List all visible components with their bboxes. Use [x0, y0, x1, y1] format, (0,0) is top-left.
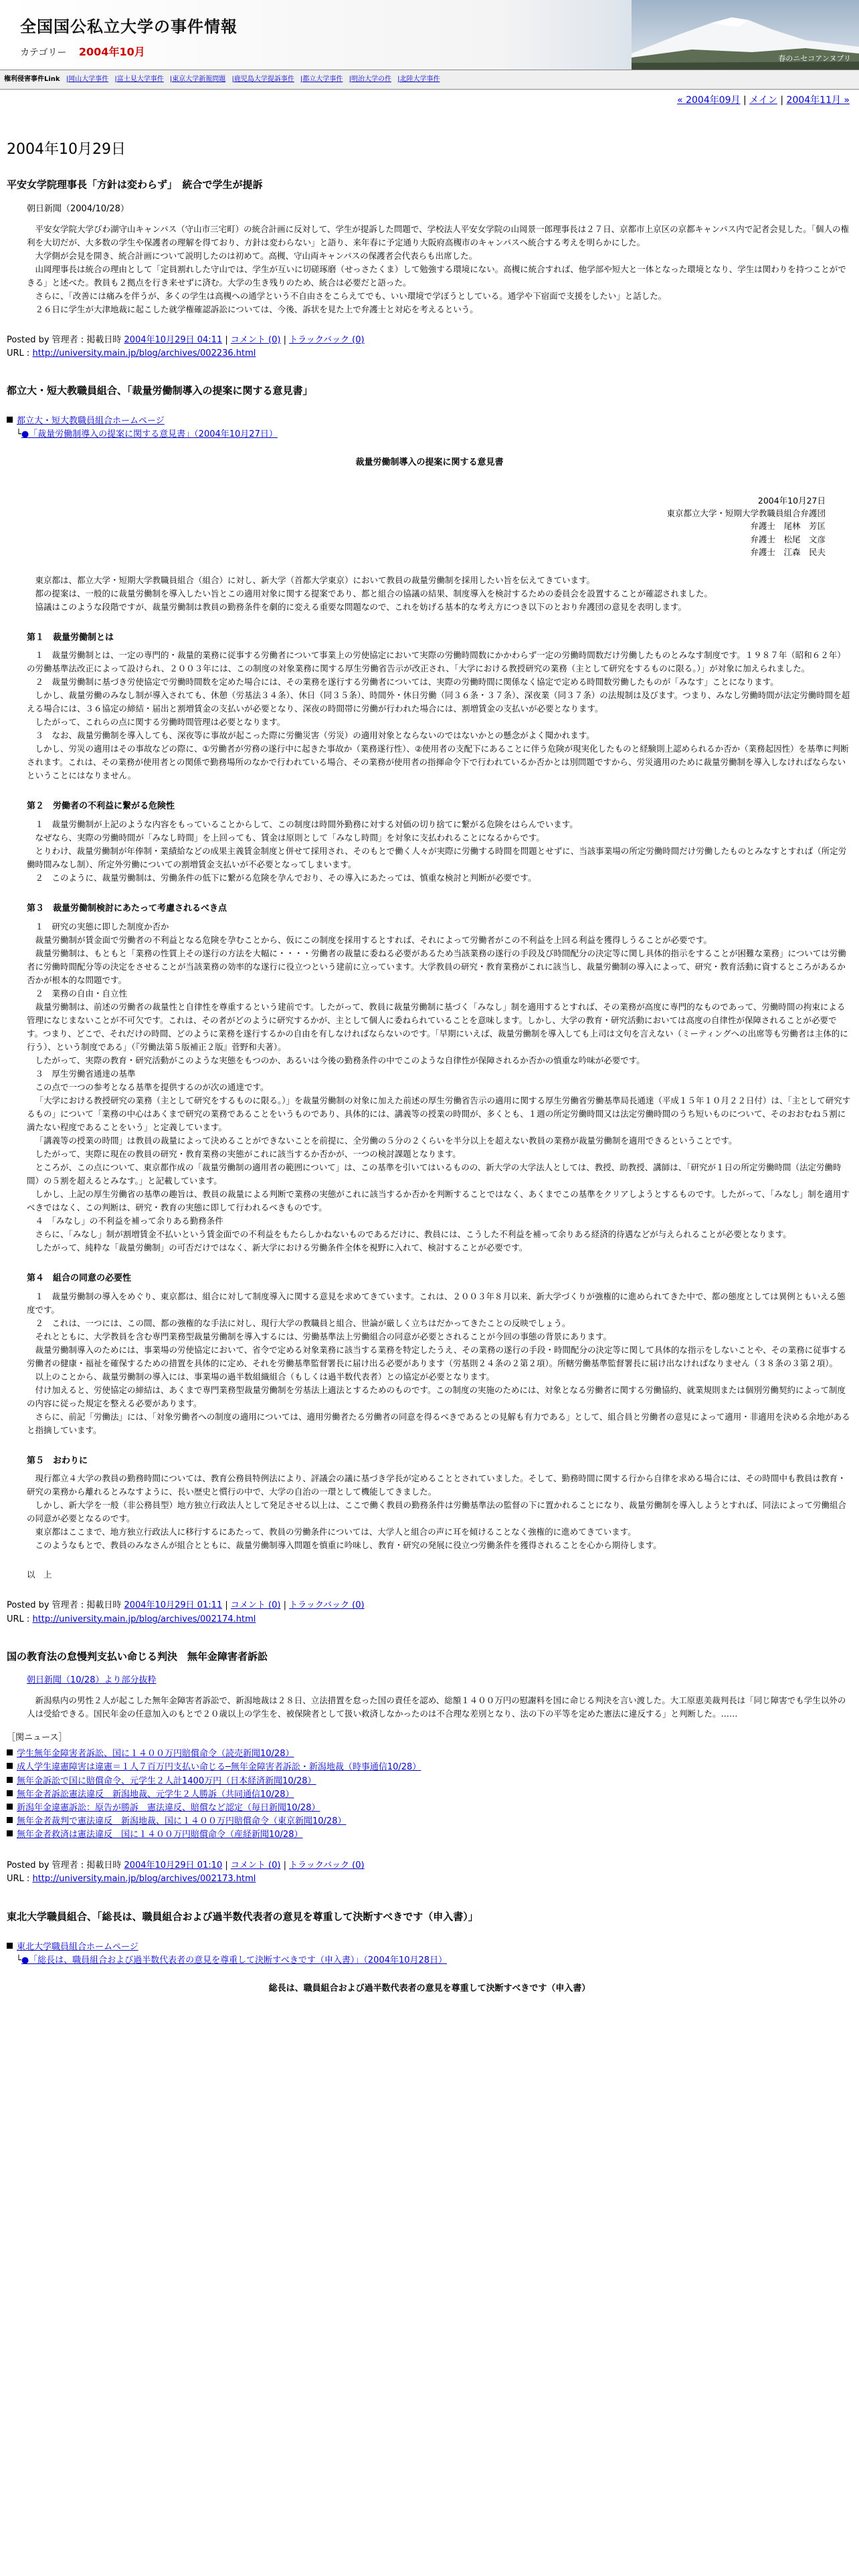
- union-homepage-link[interactable]: 都立大・短大教職員組合ホームページ: [17, 416, 165, 427]
- paragraph: 東京都は、都立大学・短期大学教職員組合（組合）に対し、新大学（首都大学東京）において教員の裁量労働制を採用したい旨を伝えてきています。: [35, 574, 595, 585]
- trackback-link[interactable]: トラックバック (0): [289, 1860, 365, 1871]
- closing-text: 以 上: [27, 1570, 52, 1580]
- paragraph: ところが、この点について、東京都作成の「裁量労働制の適用者の範囲について」は、この基準を引いてはいるものの、新大学の大学法人としては、教授、助教授、講師は、「研究が１日の所定労働時間（法定労働時間）の５割を超えるとみなす。」と記載しています。: [27, 1162, 842, 1186]
- blog-entry: 都立大・短大教職員組合、「裁量労働制導入の提案に関する意見書」 都立大・短大教職員組合ホームページ └●「裁量労働制導入の提案に関する意見書」（2004年10月27日） 裁量労働制導入の提案に関する意見書 2004年10月27日 東京都立大学・短期大学教職員組合弁護団 弁護士 尾林 芳匡 弁護士 松尾 文彦 弁護士 江森 民夫 東京都は、都立大学・短期大学教職員組合（組合）に対し、新大学（首都大学東京）において教員の裁量労働制を採用したい旨を伝えてきています。 都の提案は、一般的に裁量労働制を導入したい旨とこの適用対象に関する提案であり、都と組合の協議の結果、制度導入を検討するための委員会を設置することが確認されました。 協議はこのような段階ですが、裁量労働制は教員の勤務条件を劇的に変える重要な問題なので、これを妨げる基本的な考え方につき以下のとおり弁護団の意見を表明します。 第１ 裁量労働制とは １ 裁量労働制とは、一定の専門的・裁量的業務に従事する労働者について事業上の労使協定において実際の労働時間数にかかわらず一定の労働時間数だけ労働したものとみなす制度です。１９８７年（昭和６２年）の労働基準法改正によって設けられ、２００３年には、この制度の対象業務に関する厚生労働省告示が改正され、「大学における教授研究の業務（主として研究をするものに限る。）」が対象に加えられました。 ２ 裁量労働制に基づき労使協定で労働時間数を定めた場合には、その業務を遂行する労働者については、実際の労働時間に関係なく協定で定める時間数労働したものが「みなす」ことになります。 しかし、裁量労働のみなし制が導入されても、休憩（労基法３４条）、休日（同３５条）、時間外・休日労働（同３６条・３７条）、深夜業（同３７条）の法規制は及びます。つまり、みなし労働時間が法定労働時間を超える場合には、３６協定の締結・届出と割増賃金の支払いが必要となり、深夜の時間帯に労働が行われた場合には、割増賃金の支払いが必要となります。 したがって、これらの点に関する労働時間管理は必要となります。 ３ なお、裁量労働制を導入しても、深夜等に事故が起こった際に労働災害（労災）の適用対象とならないのではないかとの懸念がよく聞かれます。 しかし、労災の適用はその事故などの際に、①労働者が労務の遂行中に起きた事故か（業務遂行性）、②使用者の支配下にあることに伴う危険が現実化したものと経験則上認められるか否か（業務起因性）を基準に判断されます。これは、その業務が使用者との関係で勤務場所のなかで行われている場合、その業務が使用者の指揮命令下で行われているか否かとは別問題ですから、労災適用のために裁量労働制を導入しなければならないということにはなりません。 第２ 労働者の不利益に繋がる危険性 １ 裁量労働制が上記のような内容をもっていることからして、この制度は時間外勤務に対する対価の切り捨てに繋がる危険をはらんでいます。 なぜなら、実際の労働時間が「みなし時間」を上回っても、賃金は原則として「みなし時間」を対象に支払われることになるからです。 とりわけ、裁量労働制が年俸制・業績給などの成果主義賃金制度と併せて採用され、そのもとで働く人々が実際に労働する時間を問題とせずに、当該事業場の所定労働時間だけ労働したものとみなすとすれば（所定労働時間みなし制）、所定外労働についての割増賃金支払いが不必要となってしまいます。 ２ このように、裁量労働制は、労働条件の低下に繋がる危険を孕んでおり、その導入にあたっては、慎重な検討と判断が必要です。 第３ 裁量労働制検討にあたって考慮されるべき点 １ 研究の実態に即した制度か否か 裁量労働制が賃金面で労働者の不利益となる危険を孕むことから、仮にこの制度を採用するとすれば、それによって労働者がこの不利益を上回る利益を獲得しうることが必要です。 裁量労働制は、もともと「業務の性質上その遂行の方法を大幅に・・・・労働者の裁量に委ねる必要があるため当該業務の遂行の手段及び時間配分の決定等に関し具体的指示をすることが困難な業務」については労働者に労働時間配分等の決定をさせることが当該業務の効率的な遂行に役立つという建前に立っています。大学教員の研究・教育業務がこれに該当し、裁量労働制の導入によって、研究・教育活動に資するところがあるか否かが根本的な問題です。 ２ 業務の自由・自立性 裁量労働制は、前述の労働者の裁量性と自律性を尊重するという建前です。したがって、教員に裁量労働制に基づく「みなし」制を適用するとすれば、その業務が高度に専門的なものであって、労働時間の拘束による管理になじまないことが不可欠です。これは、その者がどのように研究するかが、主として個人に委ねられていることを意味します。しかし、大学の教育・研究活動においては高度の自律性が保障されることが必要です。つまり、どこで、それだけの時間、どのように業務を遂行するかの自由を有しなければならないのです。「早期にいえば、裁量労働制を導入しても上司は文句を言えない（ミーティングへの出席等も労働者は主体的に行う）、という制度である」（『労働法第５版補正２版』菅野和夫著）。 したがって、実際の教育・研究活動がこのような実態をもつのか、あるいは今後の勤務条件の中でこのような自律性が保障されるか否かの慎重な吟味が必要です。 ３ 厚生労働省通達の基準 この点で一つの参考となる基準を提供するのが次の通達です。 「大学における教授研究の業務（主として研究をするものに限る。）」を裁量労働制の対象に加えた前述の厚生労働省告示の適用に関する厚生労働省労働基準局長通達（平成１５年１０月２２日付）は、「主として研究するもの」について「業務の中心はあくまで研究の業務であることをいうものであり、具体的には、講義等の授業の時間が、多くとも、１週の所定労働時間又は法定労働時間のうち短いものについて、そのおおむね５割に満たない程度であることをいう」と定義しています。 「講義等の授業の時間」は教員の裁量によって決めることができないことを前提に、全労働の５分の２くらいを半分以上を超えない教員の業務が裁量労働制を適用できるということです。 したがって、実際に現在の教員の研究・教育業務の実態がこれに該当するか否かが、一つの検討課題となります。 ところが、この点について、東京都作成の「裁量労働制の適用者の範囲について」は、この基準を引いてはいるものの、新大学の大学法人としては、教授、助教授、講師は、「研究が１日の所定労働時間（法定労働時間）の５割を超えるとみなす。」と記載しています。 しかし、上記の厚生労働省の基準の趣旨は、教員の裁量による判断で業務の実態がこれに該当するか否かを判断することではなく、あくまでこの基準をクリアしようとするものです。したがって、「みなし」制を適用すべきではなく、この判断は、研究・教育の実態に即して行われるべきものです。 ４ 「みなし」の不利益を補って余りある勤務条件 さらに、「みなし」制が割増賃金不払いという賃金面での不利益をもたらしかねないものであるだけに、教員には、こうした不利益を補って余りある経済的待遇などが与えられることが必要となります。 したがって、純粋な「裁量労働制」の可否だけではなく、新大学における労働条件全体を視野に入れて、検討することが必要です。 第４ 組合の同意の必要性 １ 裁量労働制の導入をめぐり、東京都は、組合に対して制度導入に関する意見を求めてきています。これは、２００３年８月以来、新大学づくりが強権的に進められてきた中で、都の態度としては異例ともいえる態度です。 ２ これは、一つには、この間、都の強権的な手法に対し、現行大学の教職員と組合、世論が厳しく立ちはだかってきたことの反映でしょう。 それとともに、大学教員を含む専門業務型裁量労働制を導入するには、労働基準法上労働組合の同意が必要とされることが今回の事態の背景にあります。 裁量労働制導入のためには、事業場の労使協定において、省令で定める対象業務に該当する業務を特定したうえ、その業務の遂行の手段・時間配分の決定等に関して具体的な指示をしないことや、その業務に従事する労働者の健康・福祉を確保するための措置を具体的に定め、それを労働基準監督署長に届け出る必要があります（労基則２４条の２第２項）。所轄労働基準監督署長に届け出なければなりません（３８条の３第２項）。 以上のことから、裁量労働制の導入には、事業場の過半数組織組合（もしくは過半数代表者）との協定が必要となります。 付け加えると、労使協定の締結は、あくまで専門業務型裁量労働制を労基法上適法とするためのものです。この制度の実施のためには、対象となる労働者に関する労働協約、就業規則または個別労働契約によって制度の内容に従った規定を整える必要があります。 さらに、前記「労働法」には、「対象労働者への制度の適用については、適用労働者たる労働者の同意を得るべきであるとの見解も有力である」として、組合員と労働者の意見によって適用・非適用を決める余地があると指摘しています。 第５ おわりに 現行都立４大学の教員の勤務時間については、教育公務員特例法により、評議会の議に基づき学長が定めることとされていました。そして、勤務時間に関する行から自律を求める場合には、その時間中も教員は教育・研究の業務から離れるとみなすように、長い歴史と慣行の中で、大学の自治の一環として機能してきました。 しかし、新大学を一般（非公務員型）地方独立行政法人として発足させる以上は、ここで働く教員の勤務条件は労働基準法の監督の下に置かれることになり、裁量労働制を導入しようとすれば、同法によって労働組合の同意が必要となるのです。 東京都はここまで、地方独立行政法人に移行するにあたって、教員の労働条件については、大学人と組合の声に耳を傾けることなく強権的に進めてきています。 このようなもとで、教員のみなさんが組合とともに、裁量労働制導入問題を慎重に吟味し、教育・研究の発展に役立つ労働条件を獲得されることを心から期待します。 以 上 Posted by 管理者 : 掲載日時 2004年10月29日 01:11 | コメント (0) | トラックバック (0) URL : http://university.main.jp/blog/archives/002174.html: [7, 383, 852, 1626]
- entry-title: 都立大・短大教職員組合、「裁量労働制導入の提案に関する意見書」: [7, 384, 313, 397]
- bullet-square-icon: [7, 1817, 13, 1823]
- paragraph: しかし、裁量労働のみなし制が導入されても、休憩（労基法３４条）、休日（同３５条）、時間外・休日労働（同３６条・３７条）、深夜業（同３７条）の法規制は及びます。つまり、みなし労働時間が法定労働時間を超える場合には、３６協定の締結・届出と割増賃金の支払いが必要となり、深夜の時間帯に労働が行われた場合には、割増賃金の支払いが必要となります。: [27, 690, 850, 714]
- main-content: [0, 138, 859, 1996]
- document-body: [27, 574, 852, 1582]
- date-heading: 2004年10月29日: [7, 141, 126, 158]
- bullet-square-icon: [7, 1749, 13, 1755]
- paragraph: 山岡理事長は統合の理由として「定員割れした守山では、学生が互いに切磋琢磨（せっさたくま）して勉強する環境にない。高槻に統合すれば、他学部や短大と一体となった環境となり、学生は関わりを持つことができる」と述べた。教員も２拠点を行き来せずに済む。大学の生き残りのため、統合は必要だと語った。: [27, 263, 846, 288]
- paragraph: １ 裁量労働制が上記のような内容をもっていることからして、この制度は時間外勤務に対する対価の切り捨てに繋がる危険をはらんでいます。: [35, 819, 578, 830]
- category-label: カテゴリー: [20, 47, 67, 58]
- paragraph: さらに、「みなし」制が割増賃金不払いという賃金面での不利益をもたらしかねないものであるだけに、教員には、こうした不利益を補って余りある経済的待遇などが与えられることが必要となります。: [35, 1228, 791, 1239]
- list-item: [7, 1815, 852, 1828]
- related-news-list: [7, 1747, 852, 1842]
- paragraph: それとともに、大学教員を含む専門業務型裁量労働制を導入するには、労働基準法上労働組合の同意が必要とされることが今回の事態の背景にあります。: [35, 1331, 612, 1341]
- news-link[interactable]: 無年金訴訟で国に賠償命令、元学生２人計1400万円（日本経済新聞10/28）: [17, 1776, 316, 1786]
- bullet-square-icon: [7, 1830, 13, 1836]
- entry-title: 東北大学職員組合、「総長は、職員組合および過半数代表者の意見を尊重して決断すべきです（申入書）」: [7, 1910, 478, 1923]
- entry-url-link[interactable]: http://university.main.jp/blog/archives/002173.html: [32, 1874, 256, 1885]
- paragraph: ３ なお、裁量労働制を導入しても、深夜等に事故が起こった際に労働災害（労災）の適用対象とならないのではないかとの懸念がよく聞かれます。: [35, 730, 595, 741]
- banner-caption: 春のニセコアンヌプリ: [778, 53, 851, 63]
- document-title: 総長は、職員組合および過半数代表者の意見を尊重して決断すべきです（申入書）: [268, 1983, 591, 1994]
- paragraph: 「講義等の授業の時間」は教員の裁量によって決めることができないことを前提に、全労働の５分の２くらいを半分以上を超えない教員の業務が裁量労働制を適用できるということです。: [35, 1135, 737, 1146]
- paragraph: 以上のことから、裁量労働制の導入には、事業場の過半数組織組合（もしくは過半数代表者）との協定が必要となります。: [35, 1371, 495, 1382]
- bullet-square-icon: [7, 417, 13, 423]
- section-heading: 第５ おわりに: [27, 1455, 88, 1466]
- external-links-bar: [0, 70, 859, 90]
- paragraph: したがって、実際の教育・研究活動がこのような実態をもつのか、あるいは今後の勤務条件の中でこのような自律性が保障されるか否かの慎重な吟味が必要です。: [35, 1055, 645, 1065]
- bullet-square-icon: [7, 1763, 13, 1769]
- document-meta: 2004年10月27日 東京都立大学・短期大学教職員組合弁護団 弁護士 尾林 芳匡 弁護士 松尾 文彦 弁護士 江森 民夫: [666, 495, 826, 558]
- paragraph: 東京都はここまで、地方独立行政法人に移行するにあたって、教員の労働条件については、大学人と組合の声に耳を傾けることなく強権的に進めてきています。: [35, 1527, 636, 1537]
- section-heading: 第４ 組合の同意の必要性: [27, 1273, 132, 1283]
- paragraph: 平安女学院大学びわ湖守山キャンパス（守山市三宅町）の統合計画に反対して、学生が提訴した問題で、学校法人平安女学院の山岡景一郎理事長は２７日、京都市上京区の京都キャンパス内で記者会見した。「個人の権利を大切だが、大多数の学生や保護者の理解を得ており、方針は変わらない」と語り、来年春に予定通り大阪府高槻市のキャンパスへ統合する考えを明らかにした。: [27, 223, 850, 247]
- site-banner: [0, 0, 859, 70]
- paragraph: さらに、「改善には痛みを伴うが、多くの学生は高槻への通学という不自由さをこらえてでも、いい環境で学ぼうとしている。通学や下宿面で支援をしたい」と話した。: [35, 290, 667, 301]
- site-title[interactable]: 全国国公私立大学の事件情報: [20, 17, 237, 36]
- trackback-link[interactable]: トラックバック (0): [289, 334, 365, 345]
- news-link[interactable]: 無年金者訴訟憲法違反 新潟地裁、元学生２人勝訴（共同通信10/28）: [17, 1789, 294, 1800]
- paragraph: 裁量労働制は、前述の労働者の裁量性と自律性を尊重するという建前です。したがって、教員に裁量労働制に基づく「みなし」制を適用するとすれば、その業務が高度に専門的なものであって、労働時間の拘束による管理になじまないことが不可欠です。これは、その者がどのように研究するかが、主として個人に委ねられていることを意味します。しかし、大学の教育・研究活動においては高度の自律性が保障されることが必要です。つまり、どこで、それだけの時間、どのように業務を遂行するかの自由を有しなければならないのです。「早期にいえば、裁量労働制を導入しても上司は文句を言えない（ミーティングへの出席等も労働者は主体的に行う）、という制度である」（『労働法第５版補正２版』菅野和夫著）。: [27, 1001, 848, 1052]
- permalink[interactable]: 2004年10月29日 01:10: [124, 1860, 223, 1871]
- paragraph: １ 裁量労働制の導入をめぐり、東京都は、組合に対して制度導入に関する意見を求めてきています。これは、２００３年８月以来、新大学づくりが強権的に進められてきた中で、都の態度としては異例ともいえる態度です。: [27, 1291, 846, 1315]
- paragraph: 付け加えると、労使協定の締結は、あくまで専門業務型裁量労働制を労基法上適法とするためのものです。この制度の実施のためには、対象となる労働者に関する労働協約、就業規則または個別労働契約によって制度の内容に従った規定を整える必要があります。: [27, 1384, 846, 1408]
- bullet-square-icon: [7, 1777, 13, 1783]
- news-link[interactable]: 成人学生違憲障害は違憲＝１人７百万円支払い命じる─無年金障害者訴訟・新潟地裁（時事通信10/28）: [17, 1762, 421, 1773]
- section-heading: 第１ 裁量労働制とは: [27, 632, 114, 643]
- post-footer: Posted by 管理者 : 掲載日時 2004年10月29日 04:11 | コメント (0) | トラックバック (0) URL : http://university.main.jp/blog/archives/002236.html: [7, 334, 365, 358]
- post-footer: Posted by 管理者 : 掲載日時 2004年10月29日 01:10 | コメント (0) | トラックバック (0) URL : http://university.main.jp/blog/archives/002173.html: [7, 1860, 365, 1885]
- paragraph: さらに、前記「労働法」には、「対象労働者への制度の適用については、適用労働者たる労働者の同意を得るべきであるとの見解も有力である」として、組合員と労働者の意見によって適用・非適用を決める余地があると指摘しています。: [27, 1411, 850, 1435]
- union-homepage-link[interactable]: 東北大学職員組合ホームページ: [17, 1941, 138, 1952]
- paragraph: 都の提案は、一般的に裁量労働制を導入したい旨とこの適用対象に関する提案であり、都と組合の協議の結果、制度導入を検討するための委員会を設置することが確認されました。: [35, 588, 713, 599]
- post-footer: Posted by 管理者 : 掲載日時 2004年10月29日 01:11 | コメント (0) | トラックバック (0) URL : http://university.main.jp/blog/archives/002174.html: [7, 1600, 365, 1624]
- paragraph: ３ 厚生労働省通達の基準: [35, 1068, 136, 1079]
- paragraph: ２６日に学生が大津地裁に起こした就学権確認訴訟については、今後、訴状を見た上で弁護士と対応を考えるという。: [35, 304, 478, 314]
- url-label: URL :: [7, 348, 30, 358]
- trackback-link[interactable]: トラックバック (0): [289, 1600, 365, 1611]
- paragraph: ２ 業務の自由・自立性: [35, 988, 128, 998]
- document-link[interactable]: ●「総長は、職員組合および過半数代表者の意見を尊重して決断すべきです（申入書）」（2004年10月28日）: [21, 1955, 448, 1965]
- permalink[interactable]: 2004年10月29日 01:11: [124, 1600, 223, 1611]
- list-item: [7, 1802, 852, 1815]
- linkbar-link[interactable]: |東京大学新報問題: [169, 76, 226, 83]
- linkbar-link[interactable]: |岡山大学事件: [66, 76, 109, 83]
- entry-source: 朝日新聞（2004/10/28）: [27, 203, 129, 214]
- paragraph: しかし、労災の適用はその事故などの際に、①労働者が労務の遂行中に起きた事故か（業務遂行性）、②使用者の支配下にあることに伴う危険が現実化したものと経験則上認められるか否か（業務起因性）を基準に判断されます。これは、その業務が使用者との関係で勤務場所のなかで行われている場合、その業務が使用者の指揮命令下で行われているか否かとは別問題ですから、労災適用のために裁量労働制を導入しなければならないということにはなりません。: [27, 744, 849, 781]
- paragraph: 裁量労働制導入のためには、事業場の労使協定において、省令で定める対象業務に該当する業務を特定したうえ、その業務の遂行の手段・時間配分の決定等に関して具体的な指示をしないことや、その業務に従事する労働者の健康・福祉を確保するための措置を具体的に定め、それを労働基準監督署長に届け出る必要があります（労基則２４条の２第２項）。所轄労働基準監督署長に届け出なければなりません（３８条の３第２項）。: [27, 1344, 847, 1368]
- paragraph: しかし、上記の厚生労働省の基準の趣旨は、教員の裁量による判断で業務の実態がこれに該当するか否かを判断することではなく、あくまでこの基準をクリアしようとするものです。したがって、「みなし」制を適用すべきではなく、この判断は、研究・教育の実態に即して行われるべきものです。: [27, 1188, 850, 1212]
- entry-title: 平安女学院理事長「方針は変わらず」 統合で学生が提訴: [7, 179, 263, 191]
- posted-prefix: Posted by 管理者 : 掲載日時: [7, 334, 122, 345]
- linkbar-link[interactable]: |鹿児島大学提訴事件: [231, 76, 294, 83]
- main-link[interactable]: メイン: [749, 94, 777, 106]
- entry-url-link[interactable]: http://university.main.jp/blog/archives/002174.html: [32, 1614, 256, 1624]
- paragraph: ２ 裁量労働制に基づき労使協定で労働時間数を定めた場合には、その業務を遂行する労働者については、実際の労働時間に関係なく協定で定める時間数労働したものが「みなす」ことになります。: [35, 677, 779, 687]
- paragraph: １ 裁量労働制とは、一定の専門的・裁量的業務に従事する労働者について事業上の労使協定において実際の労働時間数にかかわらず一定の労働時間数だけ労働したものとみなす制度です。１９８７年（昭和６２年）の労働基準法改正によって設けられ、２００３年には、この制度の対象業務に関する厚生労働省告示が改正され、「大学における教授研究の業務（主として研究をするものに限る。）」が対象に加えられました。: [27, 650, 846, 674]
- paragraph: ４ 「みなし」の不利益を補って余りある勤務条件: [35, 1215, 223, 1226]
- linkbar-link[interactable]: |明治大学の件: [349, 76, 391, 83]
- related-news-heading: ［関ニュース］: [7, 1733, 68, 1743]
- news-link[interactable]: 無年金者裁判で憲法違反 新潟地裁、国に１４００万円賠償命令（東京新聞10/28）: [17, 1816, 347, 1826]
- bullet-square-icon: [7, 1943, 13, 1949]
- list-item: [7, 1761, 852, 1774]
- list-item: [7, 1828, 852, 1842]
- paragraph: しかし、新大学を一般（非公務員型）地方独立行政法人として発足させる以上は、ここで働く教員の勤務条件は労働基準法の監督の下に置かれることになり、裁量労働制を導入しようとすれば、同法によって労働組合の同意が必要となるのです。: [27, 1500, 847, 1524]
- paragraph: 協議はこのような段階ですが、裁量労働制は教員の勤務条件を劇的に変える重要な問題なので、これを妨げる基本的な考え方につき以下のとおり弁護団の意見を表明します。: [35, 601, 687, 612]
- entry-title: 国の教育法の怠慢判支払い命じる判決 無年金障害者訴訟: [7, 1650, 268, 1662]
- comment-link[interactable]: コメント (0): [230, 1600, 281, 1611]
- blog-entry: [7, 1649, 852, 1887]
- linkbar-link[interactable]: |北陸大学事件: [397, 76, 440, 83]
- list-item: [7, 1775, 852, 1788]
- source-link[interactable]: 朝日新聞（10/28）より部分抜粋: [27, 1675, 157, 1686]
- archive-nav: « 2004年09月 | メイン | 2004年11月 »: [677, 94, 850, 106]
- paragraph: 裁量労働制は、もともと「業務の性質上その遂行の方法を大幅に・・・・労働者の裁量に委ねる必要があるため当該業務の遂行の手段及び時間配分の決定等に関し具体的指示をすることが困難な業務」については労働者に労働時間配分等の決定をさせることが当該業務の効率的な遂行に役立つという建前に立っています。大学教員の研究・教育業務がこれに該当し、裁量労働制の導入によって、研究・教育活動に資するところがあるか否かが根本的な問題です。: [27, 948, 846, 985]
- paragraph: ２ このように、裁量労働制は、労働条件の低下に繋がる危険を孕んでおり、その導入にあたっては、慎重な検討と判断が必要です。: [35, 873, 537, 883]
- paragraph: 大学側が会見を開き、統合計画について説明したのは初めて。高槻、守山両キャンパスの保護者会代表らも出席した。: [35, 250, 478, 261]
- paragraph: したがって、純粋な「裁量労働制」の可否だけではなく、新大学における労働条件全体を視野に入れて、検討することが必要です。: [35, 1242, 528, 1253]
- entry-url-link[interactable]: http://university.main.jp/blog/archives/002236.html: [32, 348, 256, 358]
- comment-link[interactable]: コメント (0): [230, 1860, 281, 1871]
- document-link[interactable]: ●「裁量労働制導入の提案に関する意見書」（2004年10月27日）: [21, 429, 278, 440]
- prev-month-link[interactable]: « 2004年09月: [677, 94, 741, 106]
- section-heading: 第３ 裁量労働制検討にあたって考慮されるべき点: [27, 903, 227, 914]
- blog-entry: [7, 177, 852, 360]
- list-item: [7, 1788, 852, 1802]
- paragraph: なぜなら、実際の労働時間が「みなし時間」を上回っても、賃金は原則として「みなし時間」を対象に支払われることになるからです。: [35, 833, 545, 843]
- next-month-link[interactable]: 2004年11月 »: [786, 94, 850, 106]
- entry-body: [27, 223, 852, 316]
- document-title: 裁量労働制導入の提案に関する意見書: [355, 457, 504, 468]
- permalink[interactable]: 2004年10月29日 04:11: [124, 334, 223, 345]
- paragraph: 新潟県内の男性２人が起こした無年金障害者訴訟で、新潟地裁は２８日、立法措置を怠った国の責任を認め、総額１４００万円の慰謝料を国に命じる判決を言い渡した。大工原恵美裁判長は「同じ障害でも学生以外の人は受給できる。国民年金の任意加入のもとで２０歳以上の学生を、被保険者として扱い救済しなかったのは不合理な差別となり、法の下の平等を定めた憲法に違反する」と判断した。……: [27, 1695, 846, 1719]
- paragraph: １ 研究の実態に即した制度か否か: [35, 921, 169, 932]
- bullet-square-icon: [7, 1804, 13, 1810]
- linkbar-link[interactable]: |都立大学事件: [300, 76, 343, 83]
- section-heading: 第２ 労働者の不利益に繋がる危険性: [27, 801, 175, 812]
- news-link[interactable]: 学生無年金障害者訴訟、国に１４００万円賠償命令（読売新聞10/28）: [17, 1749, 294, 1759]
- paragraph: 裁量労働制が賃金面で労働者の不利益となる危険を孕むことから、仮にこの制度を採用するとすれば、それによって労働者がこの不利益を上回る利益を獲得しうることが必要です。: [35, 934, 712, 945]
- linkbar-link[interactable]: |富士見大学事件: [114, 76, 164, 83]
- paragraph: ２ これは、一つには、この間、都の強権的な手法に対し、現行大学の教職員と組合、世論が厳しく立ちはだかってきたことの反映でしょう。: [35, 1317, 571, 1328]
- paragraph: 「大学における教授研究の業務（主として研究をするものに限る。）」を裁量労働制の対象に加えた前述の厚生労働省告示の適用に関する厚生労働省労働基準局長通達（平成１５年１０月２２日付）は、「主として研究するもの」について「業務の中心はあくまで研究の業務であることをいうものであり、具体的には、講義等の授業の時間が、多くとも、１週の所定労働時間又は法定労働時間のうち短いものについて、そのおおむね５割に満たない程度であることをいう」と定義しています。: [27, 1095, 851, 1132]
- news-link[interactable]: 新潟年金違憲訴訟：原告が勝訴 憲法違反、賠償など認定（毎日新聞10/28）: [17, 1802, 320, 1813]
- news-link[interactable]: 無年金者救済は憲法違反 国に１４００万円賠償命令（産経新聞10/28）: [17, 1830, 303, 1840]
- category-line: [20, 44, 145, 61]
- linkbar-heading: 権利侵害事件Link: [4, 76, 60, 83]
- paragraph: このようなもとで、教員のみなさんが組合とともに、裁量労働制導入問題を慎重に吟味し、教育・研究の発展に役立つ労働条件を獲得されることを心から期待します。: [35, 1540, 662, 1551]
- comment-link[interactable]: コメント (0): [230, 334, 281, 345]
- category-value: 2004年10月: [78, 45, 145, 58]
- blog-entry: 東北大学職員組合、「総長は、職員組合および過半数代表者の意見を尊重して決断すべきです（申入書）」 東北大学職員組合ホームページ └●「総長は、職員組合および過半数代表者の意見を尊重して決断すべきです（申入書）」（2004年10月28日） 総長は、職員組合および過半数代表者の意見を尊重して決断すべきです（申入書）: [7, 1909, 852, 1996]
- paragraph: したがって、これらの点に関する労働時間管理は必要となります。: [35, 717, 286, 728]
- bullet-square-icon: [7, 1790, 13, 1796]
- paragraph: とりわけ、裁量労働制が年俸制・業績給などの成果主義賃金制度と併せて採用され、そのもとで働く人々が実際に労働する時間を問題とせずに、当該事業場の所定労働時間だけ労働したものとみなすとすれば（所定労働時間みなし制）、所定外労働についての割増賃金支払いが不必要となってしまいます。: [27, 846, 847, 870]
- paragraph: したがって、実際に現在の教員の研究・教育業務の実態がこれに該当するか否かが、一つの検討課題となります。: [35, 1148, 461, 1159]
- paragraph: 現行都立４大学の教員の勤務時間については、教育公務員特例法により、評議会の議に基づき学長が定めることとされていました。そして、勤務時間に関する行から自律を求める場合には、その時間中も教員は教育・研究の業務から離れるとみなすように、長い歴史と慣行の中で、大学の自治の一環として機能してきました。: [27, 1473, 846, 1497]
- entry-body: [27, 1694, 852, 1721]
- paragraph: この点で一つの参考となる基準を提供するのが次の通達です。: [35, 1081, 269, 1092]
- list-item: [7, 1747, 852, 1761]
